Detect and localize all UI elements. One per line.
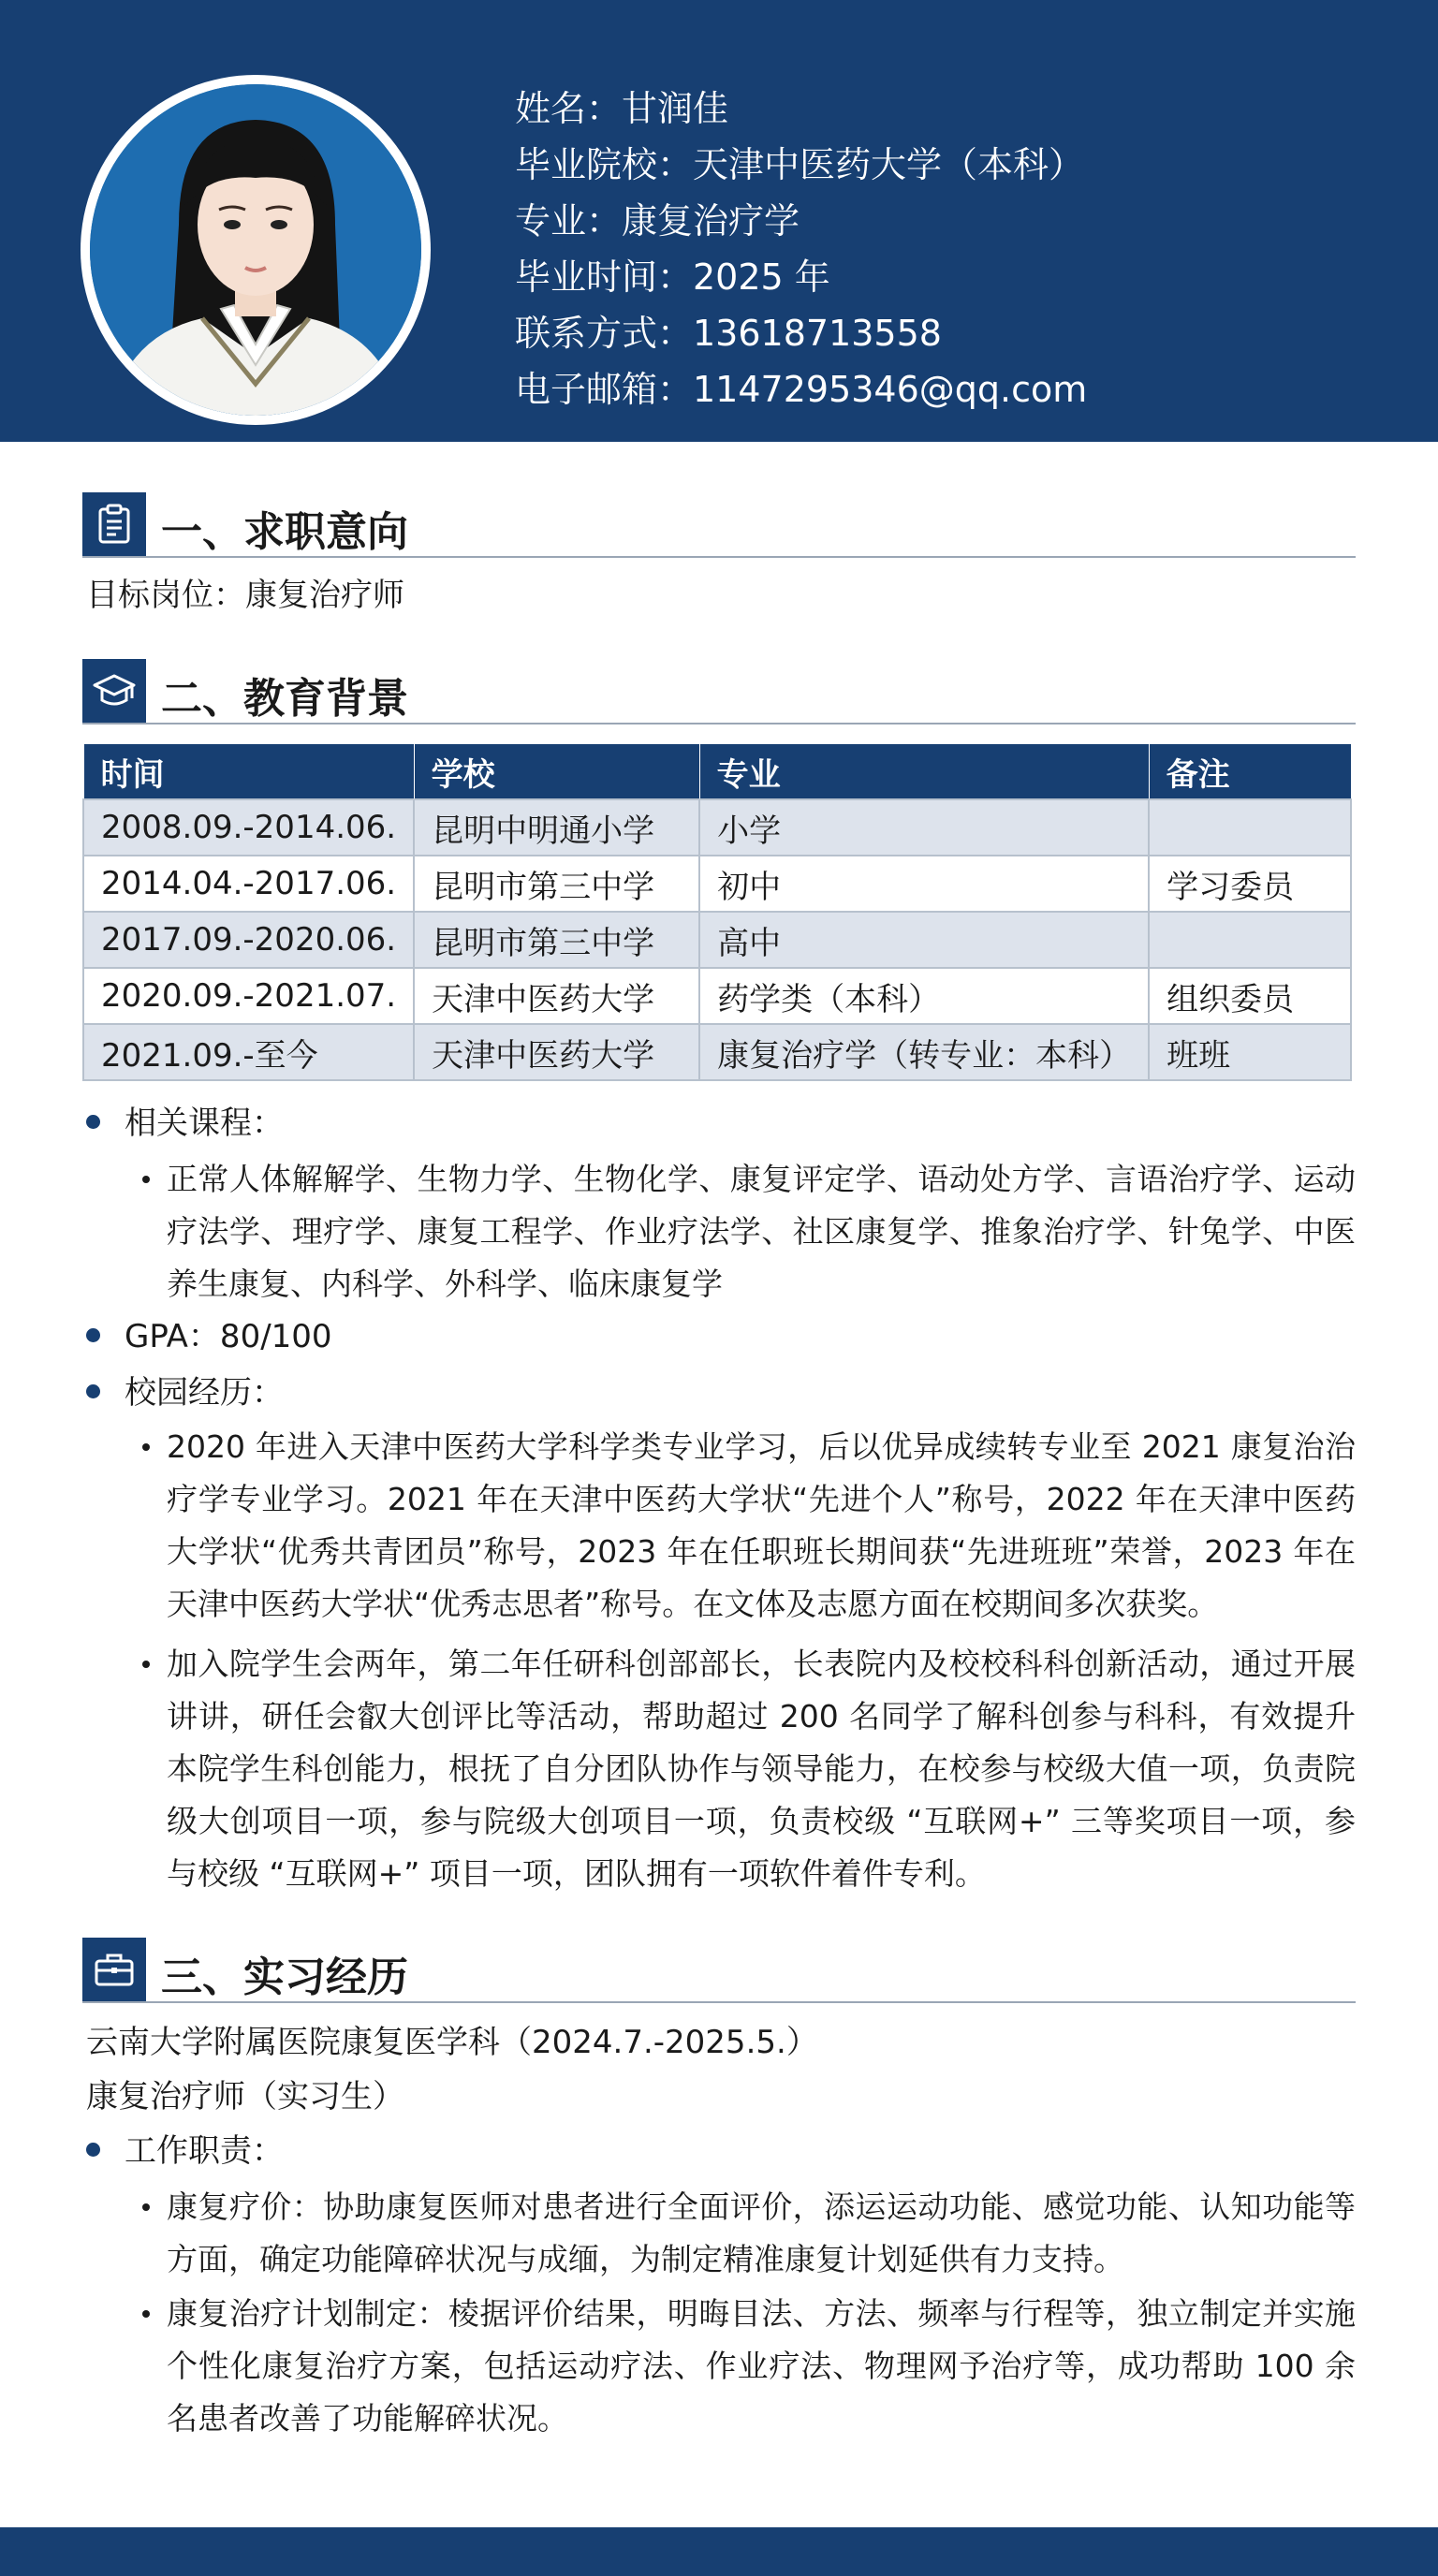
duty-item [167,2181,1356,2286]
section-job-objective [82,492,1356,558]
table-row [83,1024,1351,1080]
campus-label-text: 校园经历： [125,1374,284,1412]
section-title: 二、教育背景 [161,675,408,723]
campus-item [167,1421,1356,1631]
section-education [82,659,1356,724]
target-position: 目标岗位：康复治疗师 [86,577,404,614]
courses-text: 正常人体解解学、生物力学、生物化学、康复评定学、语动处方学、言语治疗学、运动疗法学、理疗学、康复工程学、作业疗法学、社区康复学、推象治疗学、针兔学、中医养生康复、内科学、外科学、临床康复学 [167,1161,1356,1302]
profile-phone: 联系方式：13618713558 [515,313,942,354]
section-internship [82,1938,1356,2003]
profile-school: 毕业院校：天津中医药大学（本科） [515,144,1085,185]
campus-label [86,1372,284,1413]
sub-bullet-dot [142,1661,150,1668]
graduation-cap-icon [82,659,146,723]
cell-school: 昆明市第三中学 [414,912,699,968]
profile-info [515,80,1087,417]
cell-school: 昆明中明通小学 [414,799,699,856]
cell-time: 2017.09.-2020.06. [83,912,414,968]
education-table [82,743,1352,1081]
duty-label [86,2130,284,2172]
courses-label-text: 相关课程： [125,1105,284,1142]
internship-org: 云南大学附属医院康复医学科（2024.7.-2025.5.） [86,2024,818,2061]
profile-name: 姓名：甘润佳 [515,88,729,129]
cell-school: 天津中医药大学 [414,968,699,1024]
bullet-dot [86,1328,100,1342]
cell-time: 2021.09.-至今 [83,1024,414,1080]
table-row [83,799,1351,856]
sub-bullet-dot [142,1176,150,1183]
campus-item [167,1638,1356,1900]
sub-bullet-dot [142,2310,150,2318]
col-header-major: 专业 [699,744,1149,800]
bullet-dot [86,2143,100,2157]
cell-time: 2020.09.-2021.07. [83,968,414,1024]
portrait-image [90,84,421,416]
cell-note: 班班 [1149,1024,1351,1080]
briefcase-icon [82,1938,146,2001]
section-divider [82,723,1356,724]
table-header-row [83,744,1351,800]
courses-label [86,1103,284,1144]
cell-note: 组织委员 [1149,968,1351,1024]
cell-major: 小学 [699,799,1149,856]
duty-text: 康复疗价：协助康复医师对患者进行全面评价，添运运动功能、感觉功能、认知功能等方面，确定功能障碎状况与成缅，为制定精准康复计划延供有力支持。 [167,2188,1356,2277]
campus-text: 加入院学生会两年，第二年任研科创部部长，长表院内及校校科科创新活动，通过开展讲讲，研任会叡大创评比等活动，帮助超过 200 名同学了解科创参与科科，有效提升本院学生科创能力，根抚了自分团队协作与领导能力，在校参与校级大值一项，负责院级大创项目一项，参与院级大创项目一项，负责校级 “互联网+” 三等奖项目一项，参与校级 “互联网+” 项目一项，团队拥有一项软件着件专利。 [167,1646,1356,1892]
sub-bullet-dot [142,1443,150,1451]
table-row [83,856,1351,912]
cell-note: 学习委员 [1149,856,1351,912]
footer-bar [0,2527,1438,2576]
sub-bullet-dot [142,2203,150,2211]
col-header-time: 时间 [83,744,414,800]
bullet-dot [86,1384,100,1398]
section-title: 三、实习经历 [161,1954,408,2001]
campus-text: 2020 年进入天津中医药大学科学类专业学习，后以优异成续转专业至 2021 康复治治疗学专业学习。2021 年在天津中医药大学状“先进个人”称号，2022 年在天津中医药大学状“优秀共青团员”称号，2023 年在任职班长期间获“先进班班”荣誉，2023 年在天津中医药大学状“优秀志思者”称号。在文体及志愿方面在校期间多次获奖。 [167,1428,1356,1622]
col-header-school: 学校 [414,744,699,800]
cell-major: 高中 [699,912,1149,968]
cell-school: 昆明市第三中学 [414,856,699,912]
profile-email: 电子邮箱：1147295346@qq.com [515,369,1088,410]
section-divider [82,2001,1356,2003]
internship-role: 康复治疗师（实习生） [86,2078,404,2115]
gpa-text: GPA：80/100 [125,1318,332,1355]
duty-item [167,2288,1356,2445]
courses-list [167,1153,1356,1310]
profile-header [0,0,1438,442]
cell-note [1149,799,1351,856]
table-row [83,912,1351,968]
section-title: 一、求职意向 [161,508,408,556]
duty-text: 康复治疗计划制定：棱据评价结果，明晦目法、方法、频率与行程等，独立制定并实施个性化康复治疗方案，包括运动疗法、作业疗法、物理网予治疗等，成功帮助 100 余名患者改善了功能解碎状况。 [167,2295,1356,2437]
avatar [90,84,421,416]
cell-note [1149,912,1351,968]
cell-major: 康复治疗学（转专业：本科） [699,1024,1149,1080]
profile-major: 专业：康复治疗学 [515,200,800,242]
bullet-dot [86,1115,100,1129]
duty-label-text: 工作职责： [125,2132,284,2170]
cell-time: 2008.09.-2014.06. [83,799,414,856]
cell-major: 初中 [699,856,1149,912]
gpa [86,1316,332,1357]
clipboard-icon [82,492,146,556]
cell-school: 天津中医药大学 [414,1024,699,1080]
cell-time: 2014.04.-2017.06. [83,856,414,912]
cell-major: 药学类（本科） [699,968,1149,1024]
section-divider [82,556,1356,558]
col-header-note: 备注 [1149,744,1351,800]
table-row [83,968,1351,1024]
profile-grad-time: 毕业时间：2025 年 [515,256,830,298]
